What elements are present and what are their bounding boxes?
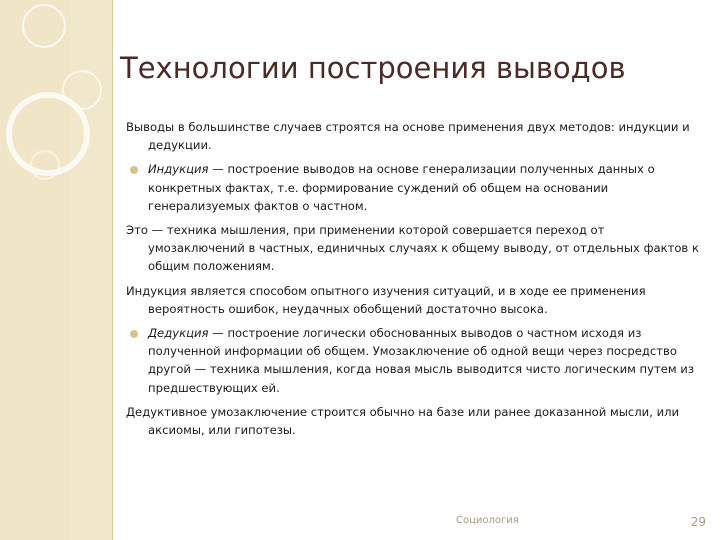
- side-divider-line: [112, 0, 113, 540]
- bullet-dot-icon: [130, 166, 138, 174]
- decorative-ring-small: [62, 70, 102, 110]
- paragraph-deductive-inference: Дедуктивное умозаключение строится обычно на базе или ранее доказанной мысли, или аксиомы, или гипотезы.: [126, 404, 680, 438]
- bullet-induction: [126, 160, 704, 215]
- decorative-ring-tiny: [30, 150, 60, 180]
- page-number: 29: [690, 515, 706, 529]
- bullet-deduction-text: — построение логически обоснованных выводов о частном исходя из полученной информации об общем. Умозаключение об одной вещи через посредство другой — техника мышления, когда новая мысль выводится чисто логическим путем из предшествующих ей.: [148, 326, 695, 395]
- term-deduction: Дедукция: [148, 326, 209, 341]
- bullet-deduction: [126, 324, 704, 397]
- slide-title: Технологии построения выводов: [120, 51, 626, 85]
- decorative-ring-top: [22, 4, 66, 48]
- slide-content: [126, 118, 704, 445]
- paragraph-intro: Выводы в большинстве случаев строятся на основе применения двух методов: индукции и дедукции.: [126, 120, 690, 153]
- paragraph-technique: Это — техника мышления, при применении которой совершается переход от умозаключений в частных, единичных случаях к общему выводу, от отдельных фактов к общим положениям.: [126, 223, 699, 274]
- bullet-induction-text: — построение выводов на основе генерализации полученных данных о конкретных фактах, т.е. формирование суждений об общем на основании генерализуемых фактов о частном.: [148, 162, 655, 213]
- footer-label: Социология: [456, 515, 519, 526]
- paragraph-induction-method: Индукция является способом опытного изучения ситуаций, и в ходе ее применения вероятность ошибок, неудачных обобщений достаточно высока.: [126, 283, 646, 316]
- bullet-dot-icon: [130, 330, 138, 338]
- term-induction: Индукция: [148, 162, 209, 177]
